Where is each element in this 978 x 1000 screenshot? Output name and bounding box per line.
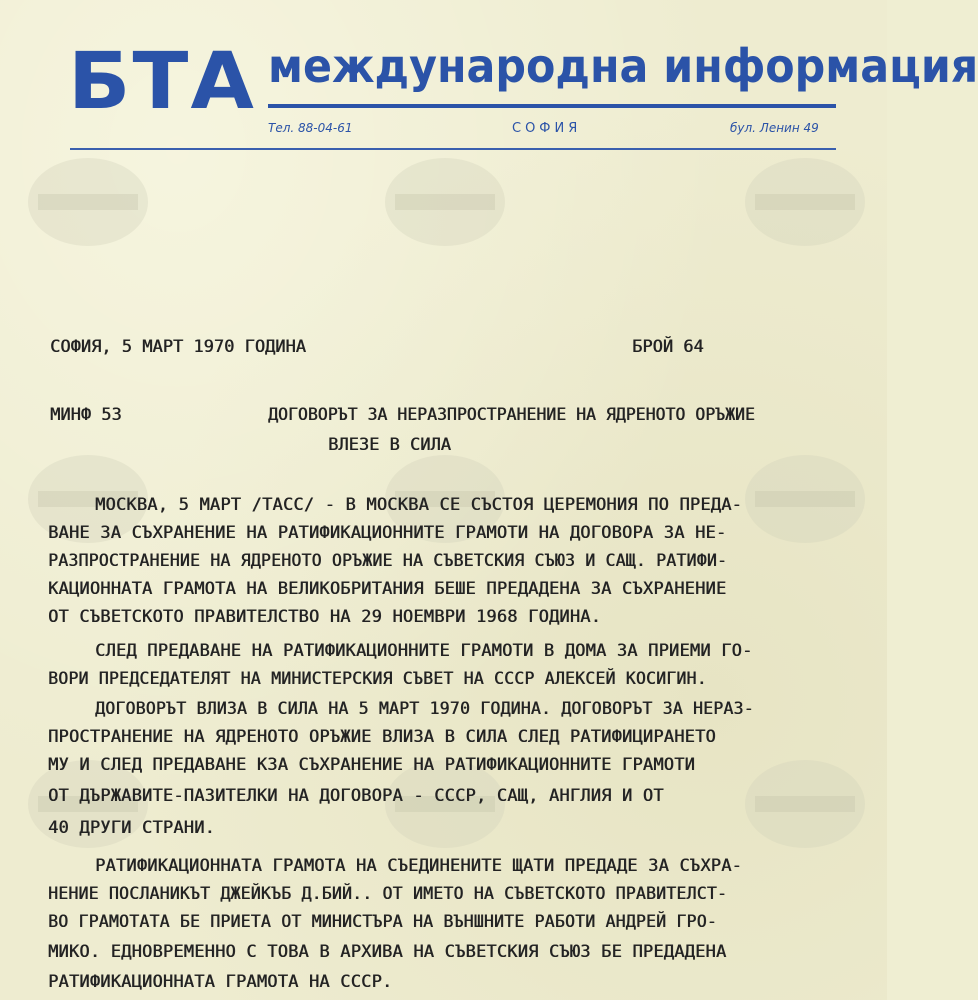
city-name: СОФИЯ — [512, 121, 582, 136]
header-divider — [70, 148, 836, 150]
article-title-line-1: ДОГОВОРЪТ ЗА НЕРАЗПРОСТРАНЕНИЕ НА ЯДРЕНОТО ОРЪЖИЕ — [268, 405, 755, 424]
body-line: РАТИФИКАЦИОННАТА ГРАМОТА НА СЪЕДИНЕНИТЕ ЩАТИ ПРЕДАДЕ ЗА СЪХРА- — [95, 856, 742, 876]
body-line: МУ И СЛЕД ПРЕДАВАНЕ КЗА СЪХРАНЕНИЕ НА РАТИФИКАЦИОННИТЕ ГРАМОТИ — [48, 755, 695, 775]
watermark-seal — [28, 158, 148, 246]
watermark-seal — [745, 455, 865, 543]
dateline-place-date: СОФИЯ, 5 МАРТ 1970 ГОДИНА — [50, 337, 306, 357]
phone-number: Тел. 88-04-61 — [268, 121, 353, 135]
header-rule — [268, 104, 836, 108]
body-line: ВОРИ ПРЕДСЕДАТЕЛЯТ НА МИНИСТЕРСКИЯ СЪВЕТ НА СССР АЛЕКСЕЙ КОСИГИН. — [48, 669, 707, 688]
body-line: СЛЕД ПРЕДАВАНЕ НА РАТИФИКАЦИОННИТЕ ГРАМОТИ В ДОМА ЗА ПРИЕМИ ГО- — [95, 641, 753, 661]
body-line: КАЦИОННАТА ГРАМОТА НА ВЕЛИКОБРИТАНИЯ БЕШЕ ПРЕДАДЕНА ЗА СЪХРАНЕНИЕ — [48, 579, 727, 599]
body-line: ВАНЕ ЗА СЪХРАНЕНИЕ НА РАТИФИКАЦИОННИТЕ ГРАМОТИ НА ДОГОВОРА ЗА НЕ- — [48, 523, 727, 543]
body-line: ВО ГРАМОТАТА БЕ ПРИЕТА ОТ МИНИСТЪРА НА ВЪНШНИТЕ РАБОТИ АНДРЕЙ ГРО- — [48, 912, 717, 931]
article-code: МИНФ 53 — [50, 405, 122, 425]
body-line: РАТИФИКАЦИОННАТА ГРАМОТА НА СССР. — [48, 972, 393, 992]
body-line: НЕНИЕ ПОСЛАНИКЪТ ДЖЕЙКЪБ Д.БИЙ.. ОТ ИМЕТО НА СЪВЕТСКОТО ПРАВИТЕЛСТ- — [48, 884, 727, 903]
body-line: ДОГОВОРЪТ ВЛИЗА В СИЛА НА 5 МАРТ 1970 ГОДИНА. ДОГОВОРЪТ ЗА НЕРАЗ- — [95, 699, 754, 718]
body-line: МИКО. ЕДНОВРЕМЕННО С ТОВА В АРХИВА НА СЪВЕТСКИЯ СЪЮЗ БЕ ПРЕДАДЕНА — [48, 942, 727, 962]
body-line: ОТ ДЪРЖАВИТЕ-ПАЗИТЕЛКИ НА ДОГОВОРА - СССР, САЩ, АНГЛИЯ И ОТ — [48, 786, 664, 806]
body-line: 40 ДРУГИ СТРАНИ. — [48, 818, 215, 838]
watermark-seal — [385, 158, 505, 246]
body-line: РАЗПРОСТРАНЕНИЕ НА ЯДРЕНОТО ОРЪЖИЕ НА СЪВЕТСКИЯ СЪЮЗ И САЩ. РАТИФИ- — [48, 551, 727, 570]
bta-logo: БТА — [68, 37, 256, 127]
body-line: ОТ СЪВЕТСКОТО ПРАВИТЕЛСТВО НА 29 НОЕМВРИ 1968 ГОДИНА. — [48, 607, 602, 627]
street-address: бул. Ленин 49 — [730, 121, 819, 135]
body-line: МОСКВА, 5 МАРТ /ТАСС/ - В МОСКВА СЕ СЪСТОЯ ЦЕРЕМОНИЯ ПО ПРЕДА- — [95, 495, 742, 515]
agency-title: международна информация — [268, 39, 978, 93]
issue-number: БРОЙ 64 — [632, 337, 704, 357]
watermark-seal — [745, 760, 865, 848]
watermark-seal — [745, 158, 865, 246]
body-line: ПРОСТРАНЕНИЕ НА ЯДРЕНОТО ОРЪЖИЕ ВЛИЗА В СИЛА СЛЕД РАТИФИЦИРАНЕТО — [48, 727, 716, 747]
article-title-line-2: ВЛЕЗЕ В СИЛА — [328, 435, 451, 455]
